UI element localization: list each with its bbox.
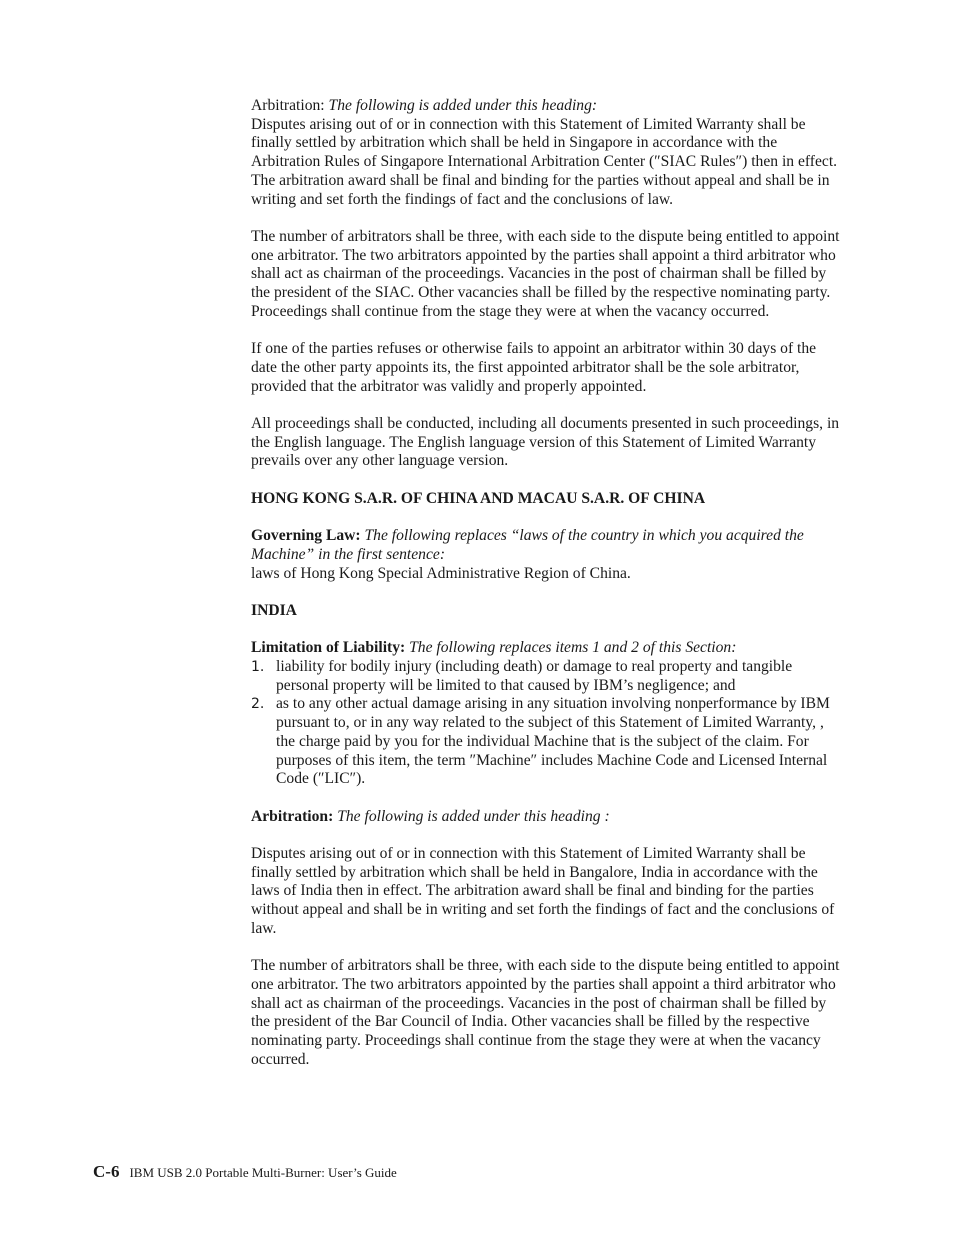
- footer-title: IBM USB 2.0 Portable Multi-Burner: User’s Guide: [129, 1165, 397, 1180]
- governing-law-label: Governing Law:: [251, 527, 361, 545]
- governing-law-note: The following replaces “laws of the country in which you acquired the Machine” in the first sentence:: [251, 527, 804, 563]
- governing-law-text: laws of Hong Kong Special Administrative Region of China.: [251, 564, 631, 582]
- list-item-number: 1.: [251, 658, 265, 675]
- hong-kong-heading: HONG KONG S.A.R. OF CHINA AND MACAU S.A.R. OF CHINA: [251, 489, 706, 507]
- list-item-number: 2.: [251, 696, 265, 713]
- arbitration-paragraph-3: If one of the parties refuses or otherwise fails to appoint an arbitrator within 30 days of the date the other party appoints its, the first appointed arbitrator shall be the sole arbitrator, provided that the arbitrator was validly and properly appointed.: [251, 340, 817, 395]
- list-item: [251, 658, 843, 695]
- india-heading: INDIA: [251, 601, 297, 619]
- india-arbitration-label: Arbitration:: [251, 807, 334, 825]
- page-number: C-6: [93, 1162, 120, 1181]
- arbitration-label: Arbitration:: [251, 97, 325, 114]
- limitation-liability-line: [251, 639, 843, 658]
- list-item-text: liability for bodily injury (including death) or damage to real property and tangible personal property will be limited to that caused by IBM’s negligence; and: [276, 657, 793, 694]
- limitation-liability-label: Limitation of Liability:: [251, 639, 406, 657]
- arbitration-paragraph-1: Disputes arising out of or in connection with this Statement of Limited Warranty shall be finally settled by arbitration which shall be held in Singapore in accordance with the Arbitration Rules of Singapore International Arbitration Center (″SIAC Rules″) then in effect. The arbitration award shall be final and binding for the parties without appeal and shall be in writing and set forth the findings of fact and the conclusions of law.: [251, 115, 838, 208]
- arbitration-paragraph-4: All proceedings shall be conducted, including all documents presented in such proceedings, in the English language. The English language version of this Statement of Limited Warranty prevails over any other language version.: [251, 414, 840, 470]
- governing-law-line: [251, 527, 843, 564]
- india-arbitration-note: The following is added under this heading :: [337, 807, 610, 825]
- list-item: [251, 695, 843, 789]
- arbitration-note: The following is added under this heading:: [328, 97, 598, 114]
- list-item-text: as to any other actual damage arising in any situation involving nonperformance by IBM pursuant to, or in any way related to the subject of this Statement of Limited Warranty, , the charge paid by you for the individual Machine that is the subject of the claim. For purposes of this item, the term ″Machine″ includes Machine Code and Licensed Internal Code (″LIC″).: [276, 695, 830, 788]
- page-content: [251, 97, 843, 1069]
- limitation-liability-note: The following replaces items 1 and 2 of this Section:: [409, 639, 737, 657]
- india-arbitration-paragraph-2: The number of arbitrators shall be three, with each side to the dispute being entitled to appoint one arbitrator. The two arbitrators appointed by the parties shall appoint a third arbitrator who shall act as chairman of the proceedings. Vacancies in the post of chairman shall be filled by the president of the Bar Council of India. Other vacancies shall be filled by the respective nominating party. Proceedings shall continue from the stage they were at when the vacancy occurred.: [251, 957, 840, 1068]
- india-arbitration-paragraph-1: Disputes arising out of or in connection with this Statement of Limited Warranty shall be finally settled by arbitration which shall be held in Bangalore, India in accordance with the laws of India then in effect. The arbitration award shall be final and binding for the parties without appeal and shall be in writing and set forth the findings of fact and the conclusions of law.: [251, 844, 835, 937]
- arbitration-label-line: [251, 97, 843, 116]
- page-footer: [93, 1162, 397, 1182]
- liability-list: [251, 658, 843, 789]
- arbitration-paragraph-2: The number of arbitrators shall be three, with each side to the dispute being entitled to appoint one arbitrator. The two arbitrators appointed by the parties shall appoint a third arbitrator who shall act as chairman of the proceedings. Vacancies in the post of chairman shall be filled by the president of the SIAC. Other vacancies shall be filled by the respective nominating party. Proceedings shall continue from the stage they were at when the vacancy occurred.: [251, 227, 840, 320]
- india-arbitration-line: [251, 808, 843, 827]
